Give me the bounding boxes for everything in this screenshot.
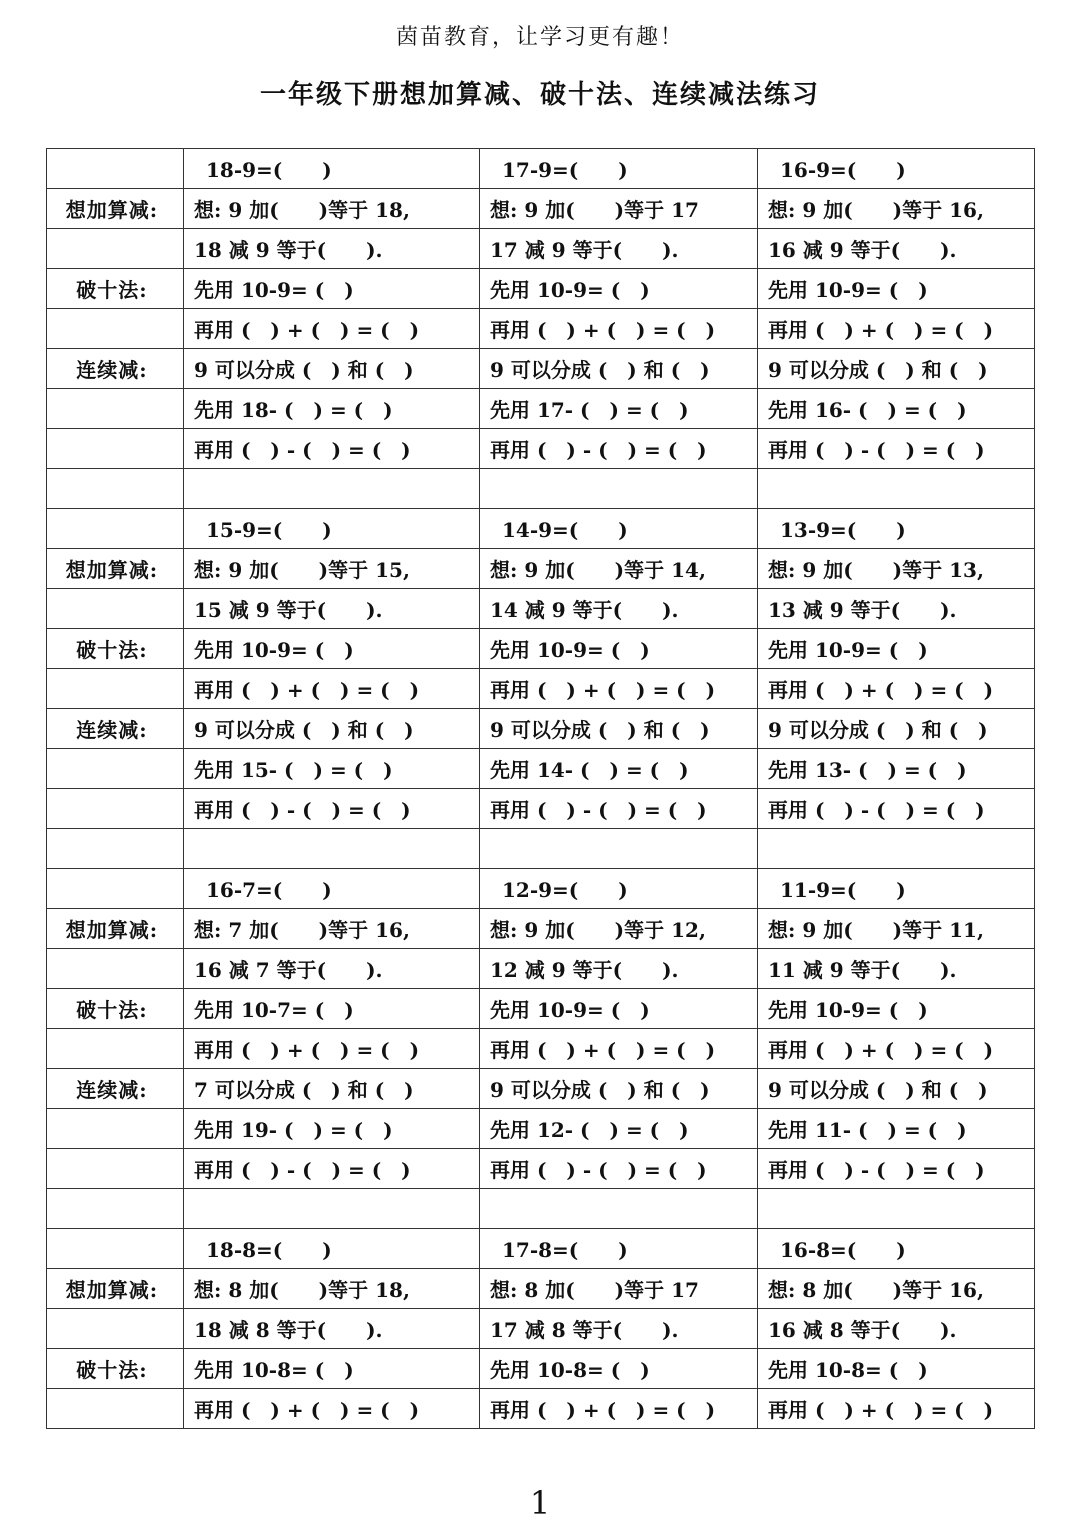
slogan: 茵苗教育，让学习更有趣！ [395, 25, 684, 50]
exercise-cell: 先用 10-9= ( ) [480, 629, 758, 669]
exercise-cell: 先用 10-8= ( ) [184, 1349, 480, 1389]
exercise-cell: 想: 9 加( )等于 15, [184, 549, 480, 589]
exercise-cell: 再用 ( ) - ( ) = ( ) [480, 1149, 758, 1189]
exercise-cell: 先用 17- ( ) = ( ) [480, 389, 758, 429]
exercise-cell: 14 减 9 等于( ). [480, 589, 758, 629]
problem-equation: 14-9=( ) [480, 509, 758, 549]
row-label [47, 1149, 184, 1189]
exercise-cell: 再用 ( ) + ( ) = ( ) [184, 669, 480, 709]
problem-equation: 15-9=( ) [184, 509, 480, 549]
exercise-cell: 16 减 8 等于( ). [758, 1309, 1035, 1349]
row-label: 想加算减: [47, 1269, 184, 1309]
table-row [47, 1109, 1035, 1149]
row-label: 想加算减: [47, 189, 184, 229]
exercise-cell: 11 减 9 等于( ). [758, 949, 1035, 989]
exercise-cell: 想: 7 加( )等于 16, [184, 909, 480, 949]
table-row [47, 189, 1035, 229]
exercise-cell: 9 可以分成 ( ) 和 ( ) [758, 1069, 1035, 1109]
exercise-cell: 先用 10-9= ( ) [184, 629, 480, 669]
row-label [47, 469, 184, 509]
exercise-cell [184, 829, 480, 869]
page-number: 1 [529, 1484, 551, 1522]
table-row [47, 389, 1035, 429]
exercise-cell: 想: 9 加( )等于 17 [480, 189, 758, 229]
exercise-cell: 先用 12- ( ) = ( ) [480, 1109, 758, 1149]
row-label: 破十法: [47, 1349, 184, 1389]
row-label [47, 1109, 184, 1149]
table-row [47, 349, 1035, 389]
exercise-cell: 先用 10-8= ( ) [758, 1349, 1035, 1389]
exercise-cell: 再用 ( ) - ( ) = ( ) [480, 429, 758, 469]
exercise-cell: 想: 8 加( )等于 18, [184, 1269, 480, 1309]
exercise-cell: 想: 9 加( )等于 11, [758, 909, 1035, 949]
row-label [47, 229, 184, 269]
exercise-cell [758, 829, 1035, 869]
row-label: 破十法: [47, 989, 184, 1029]
problem-equation: 12-9=( ) [480, 869, 758, 909]
row-label: 破十法: [47, 629, 184, 669]
exercise-cell: 再用 ( ) + ( ) = ( ) [184, 1389, 480, 1429]
exercise-cell: 先用 10-8= ( ) [480, 1349, 758, 1389]
exercise-cell: 18 减 9 等于( ). [184, 229, 480, 269]
exercise-cell: 9 可以分成 ( ) 和 ( ) [480, 349, 758, 389]
row-label [47, 309, 184, 349]
problem-equation: 16-9=( ) [758, 149, 1035, 189]
exercise-cell: 再用 ( ) - ( ) = ( ) [184, 789, 480, 829]
row-label [47, 149, 184, 189]
exercise-cell: 再用 ( ) - ( ) = ( ) [184, 429, 480, 469]
row-label: 连续减: [47, 349, 184, 389]
problem-equation: 18-8=( ) [184, 1229, 480, 1269]
exercise-cell: 先用 14- ( ) = ( ) [480, 749, 758, 789]
exercise-cell: 再用 ( ) - ( ) = ( ) [758, 1149, 1035, 1189]
row-label [47, 1189, 184, 1229]
row-label [47, 509, 184, 549]
table-row [47, 309, 1035, 349]
exercise-cell: 想: 9 加( )等于 12, [480, 909, 758, 949]
row-label [47, 429, 184, 469]
exercise-cell [184, 469, 480, 509]
exercise-cell: 想: 8 加( )等于 16, [758, 1269, 1035, 1309]
row-label [47, 1229, 184, 1269]
exercise-cell: 再用 ( ) + ( ) = ( ) [758, 1029, 1035, 1069]
exercise-cell: 先用 11- ( ) = ( ) [758, 1109, 1035, 1149]
exercise-cell: 18 减 8 等于( ). [184, 1309, 480, 1349]
exercise-cell: 再用 ( ) + ( ) = ( ) [184, 309, 480, 349]
row-label [47, 949, 184, 989]
table-row [47, 909, 1035, 949]
practice-table [46, 148, 1035, 1429]
row-label [47, 389, 184, 429]
row-label: 想加算减: [47, 549, 184, 589]
row-label: 连续减: [47, 1069, 184, 1109]
exercise-cell: 9 可以分成 ( ) 和 ( ) [758, 709, 1035, 749]
problem-equation: 18-9=( ) [184, 149, 480, 189]
exercise-cell: 先用 10-9= ( ) [758, 269, 1035, 309]
table-row [47, 749, 1035, 789]
row-label [47, 1309, 184, 1349]
table-row [47, 1149, 1035, 1189]
exercise-cell: 再用 ( ) + ( ) = ( ) [480, 309, 758, 349]
exercise-cell: 17 减 8 等于( ). [480, 1309, 758, 1349]
table-row [47, 789, 1035, 829]
exercise-cell [480, 469, 758, 509]
exercise-cell: 7 可以分成 ( ) 和 ( ) [184, 1069, 480, 1109]
exercise-cell: 想: 9 加( )等于 16, [758, 189, 1035, 229]
exercise-cell: 再用 ( ) + ( ) = ( ) [480, 669, 758, 709]
exercise-cell: 先用 10-9= ( ) [184, 269, 480, 309]
exercise-cell: 再用 ( ) + ( ) = ( ) [184, 1029, 480, 1069]
exercise-cell [184, 1189, 480, 1229]
exercise-cell: 再用 ( ) + ( ) = ( ) [480, 1029, 758, 1069]
exercise-cell: 9 可以分成 ( ) 和 ( ) [480, 709, 758, 749]
row-label: 连续减: [47, 709, 184, 749]
exercise-cell: 16 减 9 等于( ). [758, 229, 1035, 269]
exercise-cell: 再用 ( ) - ( ) = ( ) [184, 1149, 480, 1189]
exercise-cell: 先用 10-9= ( ) [480, 269, 758, 309]
exercise-cell: 17 减 9 等于( ). [480, 229, 758, 269]
table-row [47, 549, 1035, 589]
table-row [47, 149, 1035, 189]
table-row [47, 269, 1035, 309]
problem-equation: 16-8=( ) [758, 1229, 1035, 1269]
exercise-cell: 再用 ( ) + ( ) = ( ) [758, 1389, 1035, 1429]
exercise-cell: 想: 9 加( )等于 13, [758, 549, 1035, 589]
row-label [47, 669, 184, 709]
exercise-cell: 再用 ( ) - ( ) = ( ) [758, 429, 1035, 469]
row-label: 想加算减: [47, 909, 184, 949]
row-label [47, 749, 184, 789]
table-row [47, 1069, 1035, 1109]
table-row [47, 1309, 1035, 1349]
exercise-cell: 想: 9 加( )等于 14, [480, 549, 758, 589]
exercise-cell: 9 可以分成 ( ) 和 ( ) [184, 709, 480, 749]
exercise-cell: 想: 9 加( )等于 18, [184, 189, 480, 229]
exercise-cell [758, 1189, 1035, 1229]
exercise-cell [480, 1189, 758, 1229]
exercise-cell: 12 减 9 等于( ). [480, 949, 758, 989]
table-row [47, 1269, 1035, 1309]
row-label [47, 829, 184, 869]
exercise-cell: 先用 10-9= ( ) [758, 989, 1035, 1029]
problem-equation: 13-9=( ) [758, 509, 1035, 549]
problem-equation: 17-9=( ) [480, 149, 758, 189]
exercise-cell: 想: 8 加( )等于 17 [480, 1269, 758, 1309]
exercise-cell: 再用 ( ) + ( ) = ( ) [480, 1389, 758, 1429]
exercise-cell: 先用 10-9= ( ) [480, 989, 758, 1029]
exercise-cell [758, 469, 1035, 509]
exercise-cell: 先用 18- ( ) = ( ) [184, 389, 480, 429]
table-row [47, 1189, 1035, 1229]
problem-equation: 17-8=( ) [480, 1229, 758, 1269]
problem-equation: 16-7=( ) [184, 869, 480, 909]
table-row [47, 709, 1035, 749]
exercise-cell: 9 可以分成 ( ) 和 ( ) [758, 349, 1035, 389]
table-row [47, 429, 1035, 469]
row-label [47, 789, 184, 829]
table-row [47, 229, 1035, 269]
row-label [47, 1029, 184, 1069]
table-row [47, 469, 1035, 509]
exercise-cell: 9 可以分成 ( ) 和 ( ) [480, 1069, 758, 1109]
exercise-cell: 再用 ( ) - ( ) = ( ) [758, 789, 1035, 829]
exercise-cell: 13 减 9 等于( ). [758, 589, 1035, 629]
exercise-cell: 先用 19- ( ) = ( ) [184, 1109, 480, 1149]
row-label [47, 1389, 184, 1429]
row-label [47, 869, 184, 909]
exercise-cell: 再用 ( ) - ( ) = ( ) [480, 789, 758, 829]
exercise-cell: 先用 16- ( ) = ( ) [758, 389, 1035, 429]
exercise-cell: 先用 10-9= ( ) [758, 629, 1035, 669]
table-row [47, 1029, 1035, 1069]
row-label: 破十法: [47, 269, 184, 309]
exercise-cell: 先用 10-7= ( ) [184, 989, 480, 1029]
table-row [47, 829, 1035, 869]
table-row [47, 989, 1035, 1029]
exercise-cell: 再用 ( ) + ( ) = ( ) [758, 669, 1035, 709]
exercise-cell: 15 减 9 等于( ). [184, 589, 480, 629]
exercise-cell [480, 829, 758, 869]
table-row [47, 629, 1035, 669]
exercise-cell: 再用 ( ) + ( ) = ( ) [758, 309, 1035, 349]
exercise-cell: 先用 13- ( ) = ( ) [758, 749, 1035, 789]
problem-equation: 11-9=( ) [758, 869, 1035, 909]
exercise-cell: 16 减 7 等于( ). [184, 949, 480, 989]
table-row [47, 1389, 1035, 1429]
table-row [47, 1349, 1035, 1389]
exercise-cell: 9 可以分成 ( ) 和 ( ) [184, 349, 480, 389]
table-row [47, 669, 1035, 709]
table-row [47, 589, 1035, 629]
table-row [47, 1229, 1035, 1269]
row-label [47, 589, 184, 629]
table-row [47, 949, 1035, 989]
table-row [47, 509, 1035, 549]
worksheet-title: 一年级下册想加算减、破十法、连续减法练习 [259, 80, 820, 110]
exercise-cell: 先用 15- ( ) = ( ) [184, 749, 480, 789]
table-row [47, 869, 1035, 909]
